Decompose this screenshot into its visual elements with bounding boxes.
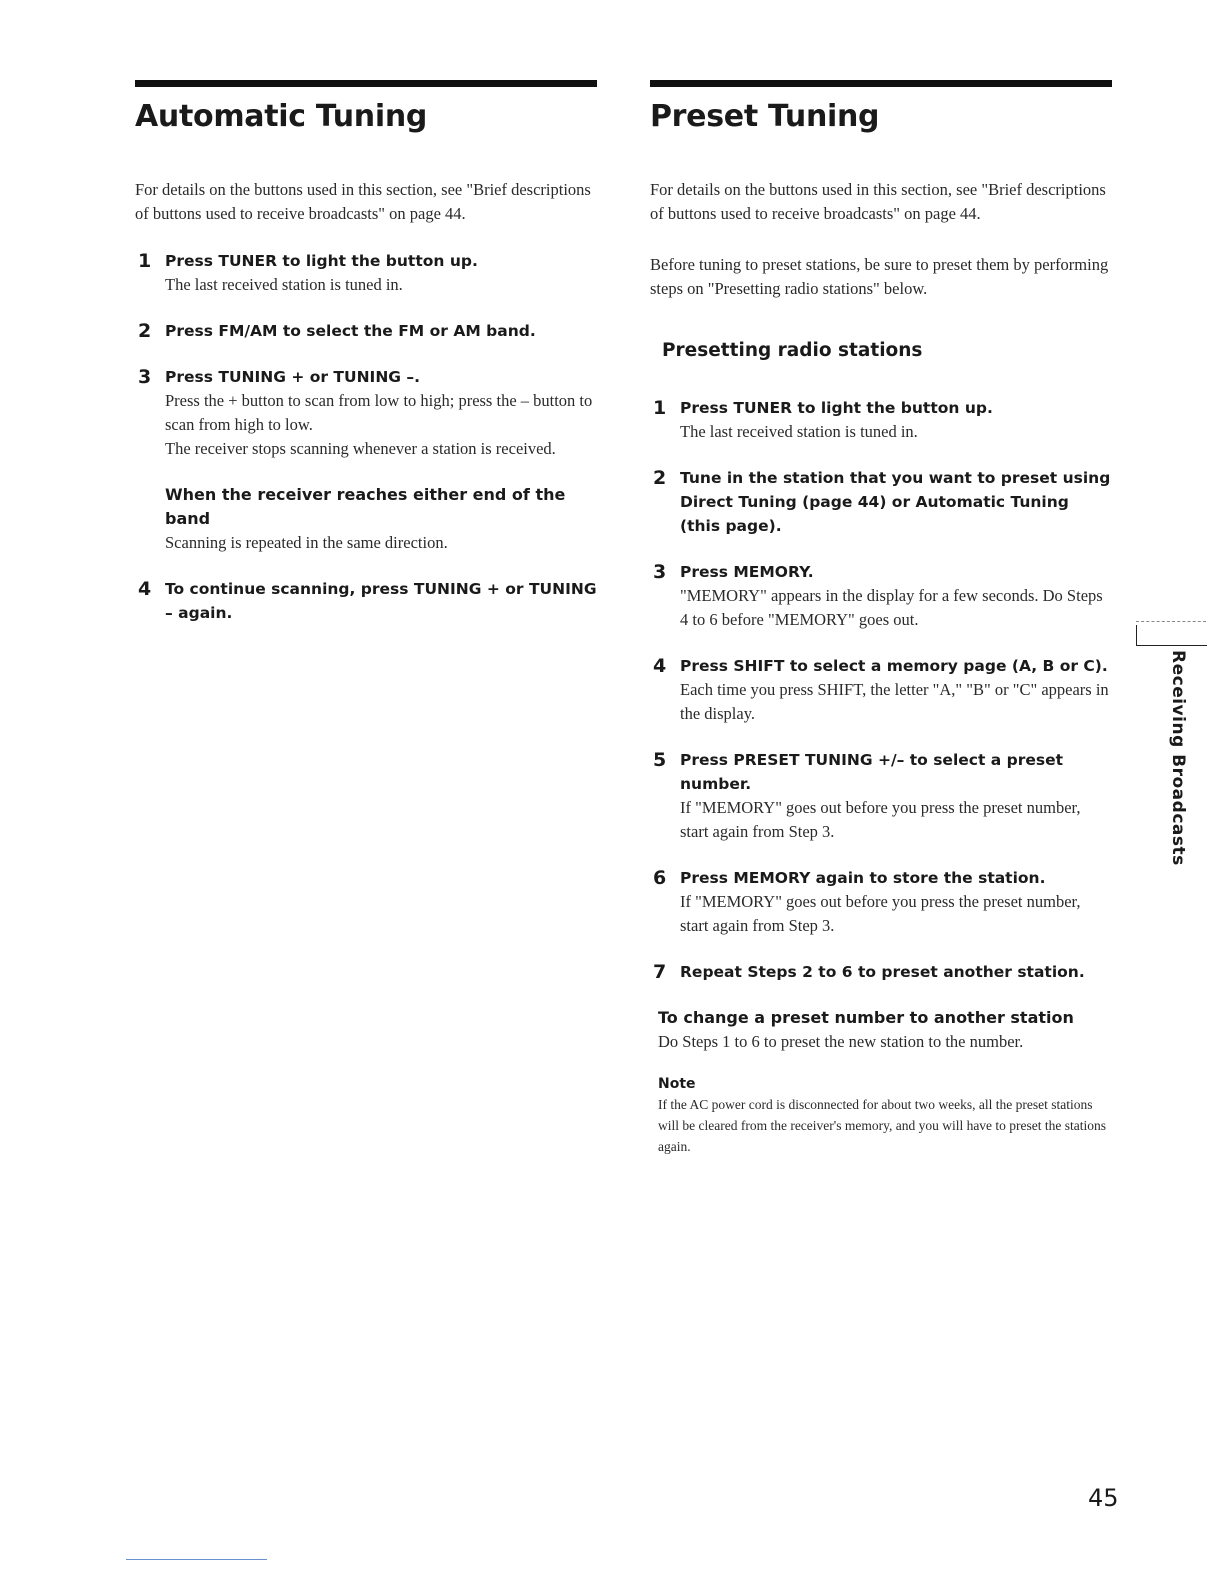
step-number: 6 bbox=[653, 867, 667, 889]
preset-tuning-intro: For details on the buttons used in this section, see "Brief descriptions of buttons used to receive broadcasts" on page 44. bbox=[650, 180, 1106, 223]
auto-step-4 bbox=[135, 577, 597, 625]
change-preset-text: Do Steps 1 to 6 to preset the new station to the number. bbox=[658, 1032, 1024, 1051]
side-tab-label: Receiving Broadcasts bbox=[1168, 650, 1188, 866]
preset-step-4 bbox=[650, 654, 1112, 726]
section-rule bbox=[650, 80, 1112, 87]
step-description: If "MEMORY" goes out before you press the preset number, start again from Step 3. bbox=[680, 798, 1081, 841]
auto-step-2 bbox=[135, 319, 597, 343]
preset-step-2 bbox=[650, 466, 1112, 538]
step-number: 3 bbox=[653, 561, 667, 583]
step-title: Press MEMORY. bbox=[680, 563, 814, 581]
step-title: Press SHIFT to select a memory page (A, B or C). bbox=[680, 657, 1108, 675]
note-text: If the AC power cord is disconnected for about two weeks, all the preset stations will be cleared from the receiver's memory, and you will have to preset the stations again. bbox=[658, 1097, 1107, 1154]
step-number: 4 bbox=[653, 655, 667, 677]
preset-step-1 bbox=[650, 396, 1112, 444]
step-title: Press TUNING + or TUNING –. bbox=[165, 368, 421, 386]
preset-tuning-prenote: Before tuning to preset stations, be sure to preset them by performing steps on "Presetting radio stations" below. bbox=[650, 255, 1109, 298]
step-number: 2 bbox=[138, 320, 152, 342]
band-end-heading: When the receiver reaches either end of the band bbox=[165, 485, 566, 528]
step-description-2: The receiver stops scanning whenever a station is received. bbox=[165, 439, 556, 458]
step-number: 5 bbox=[653, 749, 667, 771]
step-number: 7 bbox=[653, 961, 667, 983]
automatic-tuning-title: Automatic Tuning bbox=[135, 99, 428, 134]
preset-step-3 bbox=[650, 560, 1112, 632]
auto-step-3 bbox=[135, 365, 597, 555]
band-end-text: Scanning is repeated in the same direction. bbox=[165, 533, 448, 552]
step-description: "MEMORY" appears in the display for a few seconds. Do Steps 4 to 6 before "MEMORY" goes out. bbox=[680, 586, 1103, 629]
note-heading: Note bbox=[658, 1076, 696, 1092]
step-description: Each time you press SHIFT, the letter "A," "B" or "C" appears in the display. bbox=[680, 680, 1109, 723]
step-number: 1 bbox=[138, 250, 152, 272]
step-number: 1 bbox=[653, 397, 667, 419]
step-description: The last received station is tuned in. bbox=[680, 422, 918, 441]
bottom-line bbox=[126, 1559, 267, 1560]
step-title: Press TUNER to light the button up. bbox=[680, 399, 993, 417]
automatic-tuning-section bbox=[135, 80, 597, 625]
step-title: Press MEMORY again to store the station. bbox=[680, 869, 1046, 887]
step-description: The last received station is tuned in. bbox=[165, 275, 403, 294]
step-title: Press PRESET TUNING +/– to select a preset number. bbox=[680, 751, 1064, 793]
step-title: Tune in the station that you want to preset using Direct Tuning (page 44) or Automatic Tuning (this page). bbox=[680, 469, 1111, 535]
section-rule bbox=[135, 80, 597, 87]
step-description: If "MEMORY" goes out before you press the preset number, start again from Step 3. bbox=[680, 892, 1081, 935]
step-title: Press TUNER to light the button up. bbox=[165, 252, 478, 270]
preset-tuning-section bbox=[650, 80, 1112, 1157]
step-title: Repeat Steps 2 to 6 to preset another station. bbox=[680, 963, 1085, 981]
step-title: Press FM/AM to select the FM or AM band. bbox=[165, 322, 536, 340]
preset-step-7 bbox=[650, 960, 1112, 984]
preset-tuning-title: Preset Tuning bbox=[650, 99, 880, 134]
step-number: 2 bbox=[653, 467, 667, 489]
step-number: 3 bbox=[138, 366, 152, 388]
step-description: Press the + button to scan from low to high; press the – button to scan from high to low. bbox=[165, 391, 593, 434]
preset-step-6 bbox=[650, 866, 1112, 938]
change-preset-heading: To change a preset number to another station bbox=[658, 1008, 1074, 1027]
automatic-tuning-intro: For details on the buttons used in this section, see "Brief descriptions of buttons used to receive broadcasts" on page 44. bbox=[135, 180, 591, 223]
step-title: To continue scanning, press TUNING + or TUNING – again. bbox=[165, 580, 597, 622]
page-number: 45 bbox=[1088, 1484, 1119, 1512]
preset-step-5 bbox=[650, 748, 1112, 844]
step-number: 4 bbox=[138, 578, 152, 600]
auto-step-1 bbox=[135, 249, 597, 297]
side-tab-bracket bbox=[1136, 625, 1207, 646]
side-tab-dash bbox=[1136, 621, 1206, 622]
presetting-heading: Presetting radio stations bbox=[662, 340, 923, 361]
